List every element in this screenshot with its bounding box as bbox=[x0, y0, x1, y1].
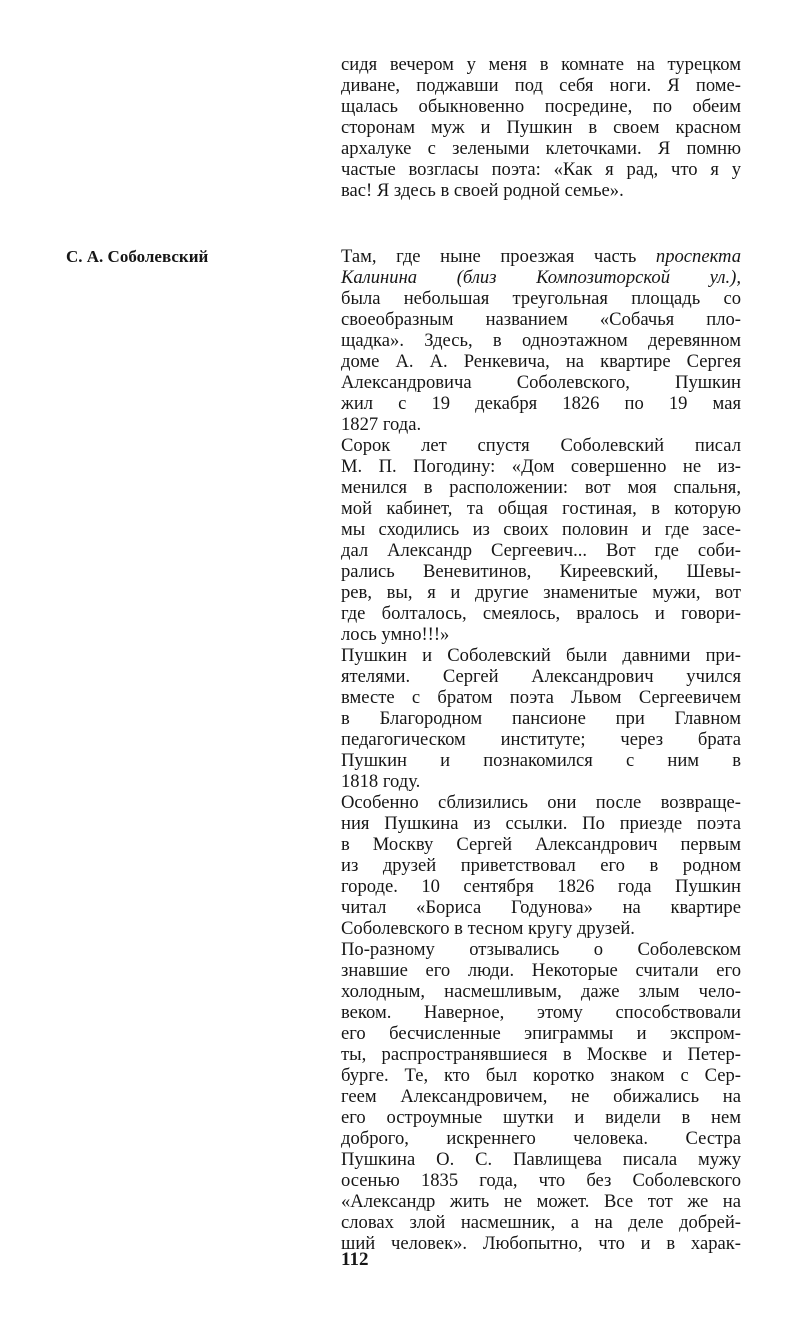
text-line: геем Александровичем, не обижались на bbox=[341, 1086, 741, 1107]
text-line: доброго, искреннего человека. Сестра bbox=[341, 1128, 741, 1149]
article-second-line-italic: Калинина (близ Композиторской ул.), bbox=[341, 267, 741, 288]
text-line: холодным, насмешливым, даже злым чело- bbox=[341, 981, 741, 1002]
text-line: мы сходились из своих половин и где засе- bbox=[341, 519, 741, 540]
text-line: Пушкин и Соболевский были давними при- bbox=[341, 645, 741, 666]
text-line: щадка». Здесь, в одноэтажном деревянном bbox=[341, 330, 741, 351]
text-line: «Александр жить не может. Все тот же на bbox=[341, 1191, 741, 1212]
text-line: бурге. Те, кто был коротко знаком с Сер- bbox=[341, 1065, 741, 1086]
text-line: ятелями. Сергей Александрович учился bbox=[341, 666, 741, 687]
text-line: менился в расположении: вот моя спальня, bbox=[341, 477, 741, 498]
text-line: из друзей приветствовал его в родном bbox=[341, 855, 741, 876]
text-line: педагогическом институте; через брата bbox=[341, 729, 741, 750]
text-line: 1827 года. bbox=[341, 414, 422, 435]
text-line: в Москву Сергей Александрович первым bbox=[341, 834, 741, 855]
article-line bbox=[341, 246, 741, 267]
article-line bbox=[341, 267, 741, 288]
text-line: мой кабинет, та общая гостиная, в которую bbox=[341, 498, 741, 519]
text-line: сидя вечером у меня в комнате на турецком bbox=[341, 54, 741, 75]
text-line: ты, распространявшиеся в Москве и Петер- bbox=[341, 1044, 741, 1065]
text-line: По-разному отзывались о Соболевском bbox=[341, 939, 741, 960]
text-line: в Благородном пансионе при Главном bbox=[341, 708, 741, 729]
text-line: веком. Наверное, этому способствовали bbox=[341, 1002, 741, 1023]
text-line: М. П. Погодину: «Дом совершенно не из- bbox=[341, 456, 741, 477]
text-line: своеобразным названием «Собачья пло- bbox=[341, 309, 741, 330]
text-line: щалась обыкновенно посредине, по обеим bbox=[341, 96, 741, 117]
text-line: рались Веневитинов, Киреевский, Шевы- bbox=[341, 561, 741, 582]
text-line: знавшие его люди. Некоторые считали его bbox=[341, 960, 741, 981]
text-line: частые возгласы поэта: «Как я рад, что я у bbox=[341, 159, 741, 180]
text-line: вас! Я здесь в своей родной семье». bbox=[341, 180, 624, 201]
text-line: лось умно!!!» bbox=[341, 624, 450, 645]
text-line: Пушкин и познакомился с ним в bbox=[341, 750, 741, 771]
text-line: словах злой насмешник, а на деле добрей- bbox=[341, 1212, 741, 1233]
text-line: где болталось, смеялось, вралось и говори- bbox=[341, 603, 741, 624]
text-line: читал «Бориса Годунова» на квартире bbox=[341, 897, 741, 918]
text-line: вместе с братом поэта Львом Сергеевичем bbox=[341, 687, 741, 708]
page-number: 112 bbox=[341, 1249, 369, 1270]
text-line: его остроумные шутки и видели в нем bbox=[341, 1107, 741, 1128]
text-line: его бесчисленные эпиграммы и экспром- bbox=[341, 1023, 741, 1044]
text-line: Пушкина О. С. Павлищева писала мужу bbox=[341, 1149, 741, 1170]
text-line: городе. 10 сентября 1826 года Пушкин bbox=[341, 876, 741, 897]
text-line: Соболевского в тесном кругу друзей. bbox=[341, 918, 635, 939]
side-heading: С. А. Соболевский bbox=[66, 247, 209, 266]
text-line: Сорок лет спустя Соболевский писал bbox=[341, 435, 741, 456]
text-line: ший человек». Любопытно, что и в харак- bbox=[341, 1233, 741, 1254]
text-line: диване, поджавши под себя ноги. Я поме- bbox=[341, 75, 741, 96]
text-line: архалуке с зелеными клеточками. Я помню bbox=[341, 138, 741, 159]
text-line: 1818 году. bbox=[341, 771, 421, 792]
text-line: жил с 19 декабря 1826 по 19 мая bbox=[341, 393, 741, 414]
text-line: была небольшая треугольная площадь со bbox=[341, 288, 741, 309]
text-line: Особенно сблизились они после возвраще- bbox=[341, 792, 741, 813]
text-line: ния Пушкина из ссылки. По приезде поэта bbox=[341, 813, 741, 834]
article-first-line-prefix: Там, где ныне проезжая часть bbox=[341, 246, 637, 267]
text-line: доме А. А. Ренкевича, на квартире Сергея bbox=[341, 351, 741, 372]
text-line: рев, вы, я и другие знаменитые мужи, вот bbox=[341, 582, 741, 603]
text-line: осенью 1835 года, что без Соболевского bbox=[341, 1170, 741, 1191]
text-line: Александровича Соболевского, Пушкин bbox=[341, 372, 741, 393]
text-line: сторонам муж и Пушкин в своем красном bbox=[341, 117, 741, 138]
text-line: дал Александр Сергеевич... Вот где соби- bbox=[341, 540, 741, 561]
article-first-line-italic: проспекта bbox=[655, 246, 741, 267]
